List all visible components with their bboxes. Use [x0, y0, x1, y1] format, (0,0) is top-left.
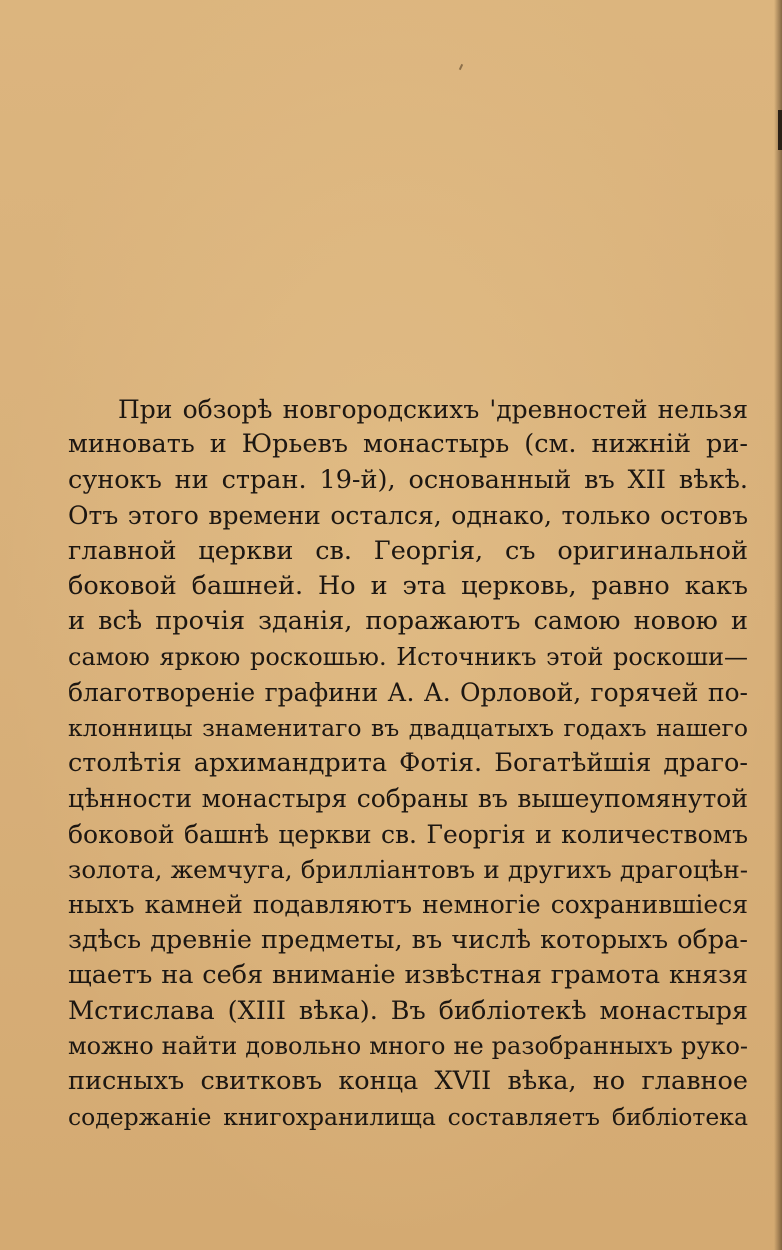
text-line: здѣсь древніе предметы, въ числѣ которыхъ обра-	[68, 924, 748, 955]
text-line: Мстислава (XIII вѣка). Въ библіотекѣ монастыря	[68, 995, 748, 1026]
paper-speck	[459, 64, 463, 70]
text-line: миновать и Юрьевъ монастырь (см. нижній ри-	[68, 429, 748, 460]
text-line: главной церкви св. Георгія, съ оригинальной	[68, 535, 748, 566]
text-line: самою яркою роскошью. Источникъ этой роскоши—	[68, 642, 748, 671]
text-line: писныхъ свитковъ конца XVII вѣка, но главное	[68, 1066, 748, 1097]
text-line: цѣнности монастыря собраны въ вышеупомянутой	[68, 784, 748, 814]
text-line: клонницы знаменитаго въ двадцатыхъ годахъ нашего	[68, 713, 748, 742]
page-edge-shadow	[774, 0, 782, 1250]
text-line: боковой башней. Но и эта церковь, равно какъ	[68, 570, 748, 601]
text-line: столѣтія архимандрита Фотія. Богатѣйшія драго-	[68, 747, 748, 778]
text-line: При обзорѣ новгородскихъ 'древностей нельзя	[118, 395, 748, 424]
text-line: Отъ этого времени остался, однако, только остовъ	[68, 501, 748, 531]
text-line: боковой башнѣ церкви св. Георгія и количествомъ	[68, 819, 748, 849]
text-line: золота, жемчуга, брилліантовъ и другихъ драгоцѣн-	[68, 855, 748, 885]
text-line: и всѣ прочія зданія, поражаютъ самою новою и	[68, 606, 748, 637]
text-line: сунокъ ни стран. 19-й), основанный въ XII вѣкѣ.	[68, 464, 748, 495]
text-line: содержаніе книгохранилища составляетъ библіотека	[68, 1102, 748, 1131]
text-line: ныхъ камней подавляютъ немногіе сохранившіеся	[68, 890, 748, 920]
text-line: можно найти довольно много не разобранныхъ руко-	[68, 1032, 748, 1061]
body-paragraph	[68, 392, 748, 1135]
text-line: благотвореніе графини А. А. Орловой, горячей по-	[68, 678, 748, 708]
page-edge-mark	[778, 110, 782, 150]
text-line: щаетъ на себя вниманіе извѣстная грамота князя	[68, 960, 748, 991]
